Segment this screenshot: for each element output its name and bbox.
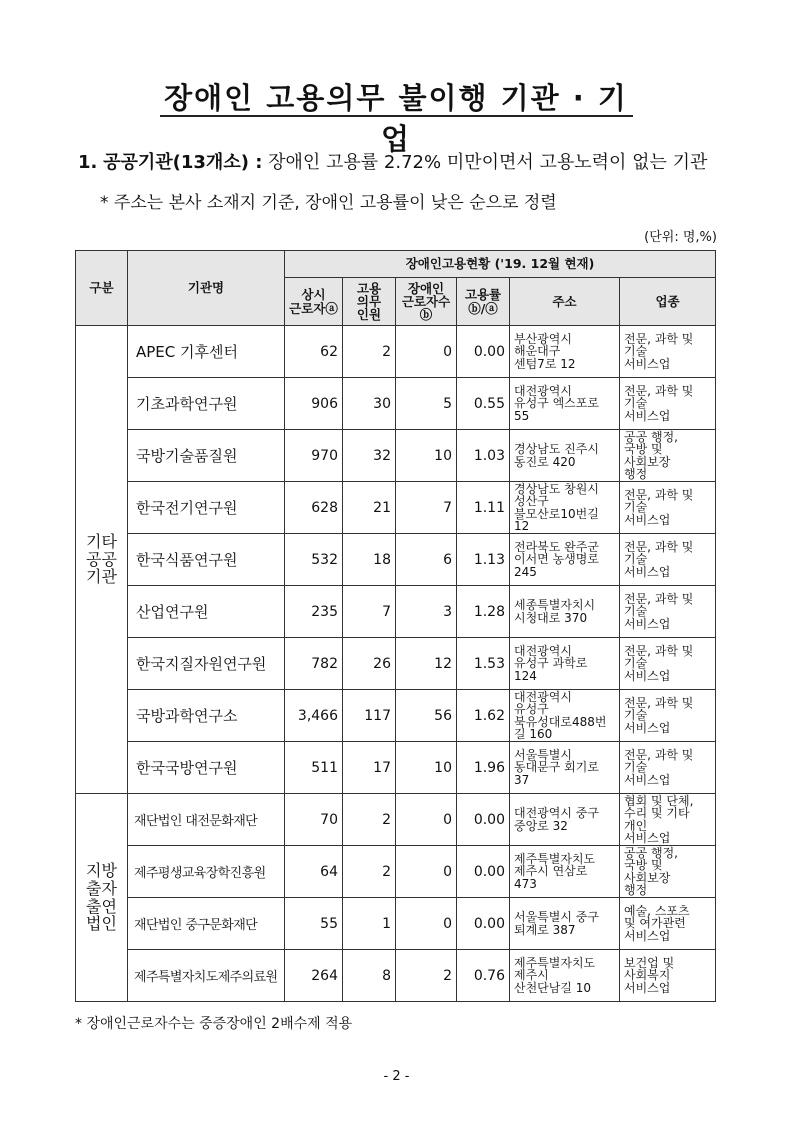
cell-rate: 0.55 [457,378,510,430]
table-row [76,950,716,1002]
cell-obligation: 26 [343,638,396,690]
cell-industry: 전문, 과학 및 기술 서비스업 [620,638,716,690]
org-name: 한국지질자원연구원 [128,638,285,690]
table-row [76,534,716,586]
cell-disabled: 12 [396,638,457,690]
cell-address: 대전광역시 유성구 엑스포로 55 [510,378,620,430]
cell-rate: 1.53 [457,638,510,690]
cell-industry: 전문, 과학 및 기술 서비스업 [620,534,716,586]
cell-rate: 0.00 [457,326,510,378]
header-category: 구분 [76,251,128,326]
table-row [76,742,716,794]
cell-address: 전라북도 완주군 이서면 농생명로 245 [510,534,620,586]
cell-industry: 공공 행정, 국방 및 사회보장 행정 [620,846,716,898]
cell-disabled: 0 [396,898,457,950]
cell-workers: 782 [285,638,343,690]
unit-label: (단위: 명,%) [644,230,717,245]
cell-industry: 보건업 및 사회복지 서비스업 [620,950,716,1002]
cell-industry: 예술, 스포츠 및 여가관련 서비스업 [620,898,716,950]
cell-rate: 1.62 [457,690,510,742]
table-row [76,690,716,742]
cell-disabled: 2 [396,950,457,1002]
cell-address: 부산광역시 해운대구 센텀7로 12 [510,326,620,378]
cell-rate: 0.00 [457,846,510,898]
cell-workers: 264 [285,950,343,1002]
cell-workers: 55 [285,898,343,950]
cell-disabled: 10 [396,430,457,482]
table-row [76,638,716,690]
cell-address: 세종특별자치시 시청대로 370 [510,586,620,638]
table-row [76,794,716,846]
cell-address: 제주특별자치도 제주시 산천단남길 10 [510,950,620,1002]
cell-obligation: 2 [343,326,396,378]
cell-rate: 1.96 [457,742,510,794]
title-underline [160,115,633,117]
cell-disabled: 0 [396,846,457,898]
cell-obligation: 32 [343,430,396,482]
section-label: 공공기관(13개소) : [103,152,263,173]
section-number: 1. [78,152,98,173]
table-row [76,898,716,950]
group-label: 기타 공공 기관 [76,326,128,794]
cell-disabled: 7 [396,482,457,534]
header-industry: 업종 [620,278,716,326]
cell-rate: 1.11 [457,482,510,534]
header-obligation: 고용 의무 인원 [343,278,396,326]
header-status-group: 장애인고용현황 ('19. 12월 현재) [285,251,716,278]
table-row [76,482,716,534]
org-name: 제주특별자치도제주의료원 [128,950,285,1002]
cell-workers: 906 [285,378,343,430]
cell-obligation: 18 [343,534,396,586]
org-name: 재단법인 대전문화재단 [128,794,285,846]
cell-disabled: 0 [396,794,457,846]
cell-address: 경상남도 창원시 성산구 불모산로10번길 12 [510,482,620,534]
section-heading [78,148,707,174]
cell-industry: 전문, 과학 및 기술 서비스업 [620,326,716,378]
cell-workers: 970 [285,430,343,482]
org-name: 제주평생교육장학진흥원 [128,846,285,898]
cell-disabled: 5 [396,378,457,430]
cell-industry: 전문, 과학 및 기술 서비스업 [620,742,716,794]
table-row [76,846,716,898]
cell-disabled: 56 [396,690,457,742]
group-label: 지방 출자 출연 법인 [76,794,128,1002]
cell-obligation: 30 [343,378,396,430]
cell-workers: 532 [285,534,343,586]
header-workers: 상시 근로자ⓐ [285,278,343,326]
cell-address: 대전광역시 유성구 북유성대로488번 길 160 [510,690,620,742]
cell-address: 서울특별시 중구 퇴계로 387 [510,898,620,950]
table-row [76,326,716,378]
cell-address: 경상남도 진주시 동진로 420 [510,430,620,482]
cell-industry: 전문, 과학 및 기술 서비스업 [620,482,716,534]
cell-industry: 전문, 과학 및 기술 서비스업 [620,378,716,430]
table-row [76,378,716,430]
org-name: 기초과학연구원 [128,378,285,430]
cell-obligation: 1 [343,898,396,950]
cell-disabled: 0 [396,326,457,378]
cell-workers: 235 [285,586,343,638]
cell-industry: 전문, 과학 및 기술 서비스업 [620,690,716,742]
cell-rate: 1.28 [457,586,510,638]
cell-workers: 3,466 [285,690,343,742]
cell-workers: 64 [285,846,343,898]
table-row [76,586,716,638]
org-name: APEC 기후센터 [128,326,285,378]
cell-workers: 628 [285,482,343,534]
cell-rate: 1.13 [457,534,510,586]
cell-workers: 62 [285,326,343,378]
table-row [76,430,716,482]
cell-address: 대전광역시 유성구 과학로 124 [510,638,620,690]
cell-obligation: 117 [343,690,396,742]
org-name: 재단법인 중구문화재단 [128,898,285,950]
org-name: 산업연구원 [128,586,285,638]
org-name: 국방과학연구소 [128,690,285,742]
cell-obligation: 21 [343,482,396,534]
cell-rate: 0.76 [457,950,510,1002]
cell-workers: 70 [285,794,343,846]
page-title: 장애인 고용의무 불이행 기관 · 기업 [164,81,628,156]
footnote: * 장애인근로자수는 중증장애인 2배수제 적용 [75,1016,353,1032]
header-rate: 고용률 ⓑ/ⓐ [457,278,510,326]
section-description: 장애인 고용률 2.72% 미만이면서 고용노력이 없는 기관 [268,152,708,173]
cell-industry: 협회 및 단체, 수리 및 기타 개인 서비스업 [620,794,716,846]
cell-address: 서울특별시 동대문구 회기로 37 [510,742,620,794]
org-name: 한국국방연구원 [128,742,285,794]
cell-industry: 공공 행정, 국방 및 사회보장 행정 [620,430,716,482]
cell-industry: 전문, 과학 및 기술 서비스업 [620,586,716,638]
org-name: 한국전기연구원 [128,482,285,534]
cell-disabled: 3 [396,586,457,638]
cell-address: 대전광역시 중구 중앙로 32 [510,794,620,846]
cell-rate: 0.00 [457,898,510,950]
cell-obligation: 17 [343,742,396,794]
header-name: 기관명 [128,251,285,326]
cell-obligation: 2 [343,794,396,846]
header-disabled: 장애인 근로자수 ⓑ [396,278,457,326]
employment-table [75,250,716,1002]
cell-disabled: 10 [396,742,457,794]
page-number: - 2 - [383,1069,410,1084]
cell-rate: 0.00 [457,794,510,846]
cell-obligation: 7 [343,586,396,638]
cell-workers: 511 [285,742,343,794]
cell-obligation: 8 [343,950,396,1002]
sort-note: * 주소는 본사 소재지 기준, 장애인 고용률이 낮은 순으로 정렬 [100,193,557,213]
org-name: 한국식품연구원 [128,534,285,586]
header-address: 주소 [510,278,620,326]
cell-rate: 1.03 [457,430,510,482]
cell-disabled: 6 [396,534,457,586]
org-name: 국방기술품질원 [128,430,285,482]
cell-obligation: 2 [343,846,396,898]
cell-address: 제주특별자치도 제주시 연삼로 473 [510,846,620,898]
